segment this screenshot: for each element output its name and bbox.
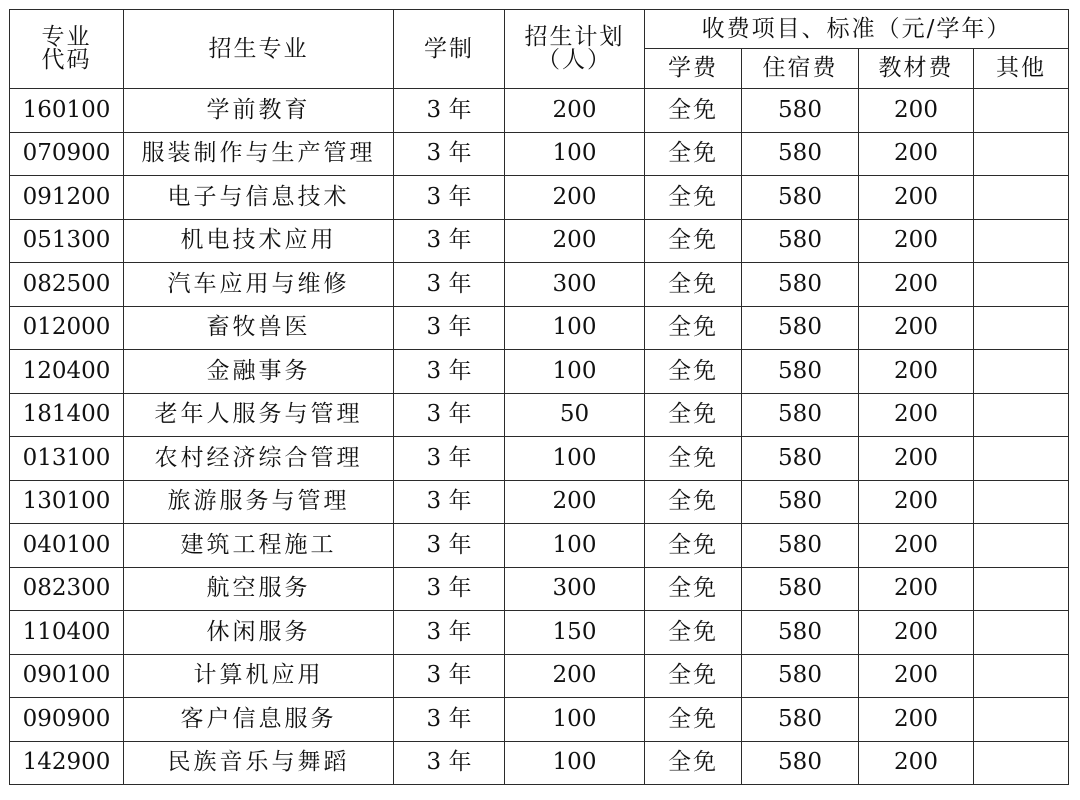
cell-other [974, 350, 1069, 394]
cell-textbook: 200 [859, 437, 974, 481]
header-major-code [10, 10, 124, 89]
cell-plan: 200 [505, 176, 645, 220]
cell-textbook: 200 [859, 219, 974, 263]
cell-textbook: 200 [859, 89, 974, 133]
table-body [10, 10, 1069, 785]
cell-years: 3 年 [394, 393, 505, 437]
cell-plan: 200 [505, 219, 645, 263]
cell-textbook: 200 [859, 263, 974, 307]
cell-tuition: 全免 [645, 480, 742, 524]
cell-tuition: 全免 [645, 263, 742, 307]
cell-lodging: 580 [742, 698, 859, 742]
cell-major-code: 012000 [10, 306, 124, 350]
cell-major-code: 082300 [10, 567, 124, 611]
cell-other [974, 89, 1069, 133]
cell-years: 3 年 [394, 89, 505, 133]
cell-other [974, 176, 1069, 220]
header-code-line2: 代码 [41, 47, 92, 73]
cell-years: 3 年 [394, 654, 505, 698]
cell-major-name: 航空服务 [124, 567, 394, 611]
cell-other [974, 741, 1069, 785]
cell-tuition: 全免 [645, 393, 742, 437]
cell-major-name: 金融事务 [124, 350, 394, 394]
cell-years: 3 年 [394, 437, 505, 481]
table-row [10, 437, 1069, 481]
header-other: 其他 [974, 49, 1069, 89]
cell-major-name: 农村经济综合管理 [124, 437, 394, 481]
cell-major-name: 民族音乐与舞蹈 [124, 741, 394, 785]
cell-major-name: 计算机应用 [124, 654, 394, 698]
cell-major-code: 160100 [10, 89, 124, 133]
cell-tuition: 全免 [645, 132, 742, 176]
cell-tuition: 全免 [645, 567, 742, 611]
cell-lodging: 580 [742, 393, 859, 437]
cell-lodging: 580 [742, 437, 859, 481]
cell-textbook: 200 [859, 611, 974, 655]
cell-plan: 300 [505, 567, 645, 611]
cell-tuition: 全免 [645, 89, 742, 133]
cell-major-code: 013100 [10, 437, 124, 481]
cell-tuition: 全免 [645, 176, 742, 220]
table-row [10, 176, 1069, 220]
cell-plan: 100 [505, 524, 645, 568]
cell-major-code: 110400 [10, 611, 124, 655]
cell-textbook: 200 [859, 393, 974, 437]
table-row [10, 611, 1069, 655]
table-row [10, 306, 1069, 350]
table-row [10, 132, 1069, 176]
cell-years: 3 年 [394, 480, 505, 524]
header-textbook: 教材费 [859, 49, 974, 89]
cell-plan: 100 [505, 437, 645, 481]
cell-years: 3 年 [394, 132, 505, 176]
header-lodging: 住宿费 [742, 49, 859, 89]
cell-major-name: 汽车应用与维修 [124, 263, 394, 307]
cell-lodging: 580 [742, 741, 859, 785]
cell-major-code: 070900 [10, 132, 124, 176]
cell-other [974, 393, 1069, 437]
table-row [10, 654, 1069, 698]
header-plan-line1: 招生计划 [524, 24, 625, 50]
cell-other [974, 654, 1069, 698]
cell-lodging: 580 [742, 89, 859, 133]
cell-plan: 100 [505, 741, 645, 785]
header-plan [505, 10, 645, 89]
header-plan-line2: （人） [537, 47, 612, 73]
cell-major-name: 电子与信息技术 [124, 176, 394, 220]
cell-other [974, 480, 1069, 524]
cell-lodging: 580 [742, 176, 859, 220]
cell-textbook: 200 [859, 350, 974, 394]
cell-plan: 100 [505, 698, 645, 742]
cell-other [974, 306, 1069, 350]
cell-major-code: 130100 [10, 480, 124, 524]
cell-major-code: 040100 [10, 524, 124, 568]
cell-lodging: 580 [742, 263, 859, 307]
table-row [10, 741, 1069, 785]
table-row [10, 480, 1069, 524]
cell-lodging: 580 [742, 219, 859, 263]
cell-textbook: 200 [859, 132, 974, 176]
cell-years: 3 年 [394, 567, 505, 611]
cell-major-code: 082500 [10, 263, 124, 307]
header-fees-group: 收费项目、标准（元/学年） [645, 10, 1069, 49]
cell-major-name: 休闲服务 [124, 611, 394, 655]
header-code-line1: 专业 [41, 24, 92, 50]
cell-major-name: 建筑工程施工 [124, 524, 394, 568]
header-major: 招生专业 [124, 10, 394, 89]
cell-tuition: 全免 [645, 611, 742, 655]
cell-other [974, 132, 1069, 176]
header-row-1 [10, 10, 1069, 49]
cell-plan: 150 [505, 611, 645, 655]
enrollment-fee-table [9, 9, 1069, 785]
cell-major-code: 090100 [10, 654, 124, 698]
cell-major-code: 120400 [10, 350, 124, 394]
cell-lodging: 580 [742, 611, 859, 655]
cell-major-code: 142900 [10, 741, 124, 785]
table-row [10, 89, 1069, 133]
cell-major-name: 老年人服务与管理 [124, 393, 394, 437]
cell-textbook: 200 [859, 176, 974, 220]
cell-years: 3 年 [394, 350, 505, 394]
cell-plan: 100 [505, 350, 645, 394]
table-row [10, 219, 1069, 263]
cell-other [974, 219, 1069, 263]
cell-major-code: 091200 [10, 176, 124, 220]
cell-plan: 50 [505, 393, 645, 437]
cell-tuition: 全免 [645, 219, 742, 263]
cell-other [974, 263, 1069, 307]
cell-plan: 100 [505, 132, 645, 176]
cell-major-name: 旅游服务与管理 [124, 480, 394, 524]
cell-major-name: 畜牧兽医 [124, 306, 394, 350]
table-row [10, 567, 1069, 611]
cell-other [974, 611, 1069, 655]
cell-plan: 200 [505, 89, 645, 133]
cell-textbook: 200 [859, 306, 974, 350]
cell-major-name: 机电技术应用 [124, 219, 394, 263]
cell-tuition: 全免 [645, 524, 742, 568]
table-row [10, 524, 1069, 568]
cell-tuition: 全免 [645, 350, 742, 394]
cell-textbook: 200 [859, 654, 974, 698]
cell-tuition: 全免 [645, 437, 742, 481]
cell-textbook: 200 [859, 524, 974, 568]
table-row [10, 393, 1069, 437]
cell-major-name: 学前教育 [124, 89, 394, 133]
cell-textbook: 200 [859, 567, 974, 611]
cell-textbook: 200 [859, 698, 974, 742]
cell-years: 3 年 [394, 176, 505, 220]
table-row [10, 698, 1069, 742]
cell-major-name: 客户信息服务 [124, 698, 394, 742]
cell-major-code: 051300 [10, 219, 124, 263]
table-row [10, 350, 1069, 394]
cell-lodging: 580 [742, 567, 859, 611]
cell-major-code: 090900 [10, 698, 124, 742]
cell-lodging: 580 [742, 524, 859, 568]
cell-textbook: 200 [859, 741, 974, 785]
cell-plan: 300 [505, 263, 645, 307]
cell-years: 3 年 [394, 611, 505, 655]
cell-other [974, 524, 1069, 568]
table-row [10, 263, 1069, 307]
cell-major-name: 服装制作与生产管理 [124, 132, 394, 176]
cell-years: 3 年 [394, 219, 505, 263]
cell-years: 3 年 [394, 741, 505, 785]
cell-years: 3 年 [394, 524, 505, 568]
cell-tuition: 全免 [645, 306, 742, 350]
cell-major-code: 181400 [10, 393, 124, 437]
cell-plan: 200 [505, 480, 645, 524]
cell-textbook: 200 [859, 480, 974, 524]
cell-other [974, 698, 1069, 742]
cell-plan: 200 [505, 654, 645, 698]
cell-lodging: 580 [742, 480, 859, 524]
cell-other [974, 437, 1069, 481]
cell-tuition: 全免 [645, 741, 742, 785]
cell-lodging: 580 [742, 132, 859, 176]
cell-tuition: 全免 [645, 698, 742, 742]
cell-plan: 100 [505, 306, 645, 350]
cell-tuition: 全免 [645, 654, 742, 698]
cell-years: 3 年 [394, 306, 505, 350]
cell-years: 3 年 [394, 263, 505, 307]
cell-years: 3 年 [394, 698, 505, 742]
header-years: 学制 [394, 10, 505, 89]
cell-lodging: 580 [742, 306, 859, 350]
cell-other [974, 567, 1069, 611]
header-tuition: 学费 [645, 49, 742, 89]
cell-lodging: 580 [742, 350, 859, 394]
cell-lodging: 580 [742, 654, 859, 698]
